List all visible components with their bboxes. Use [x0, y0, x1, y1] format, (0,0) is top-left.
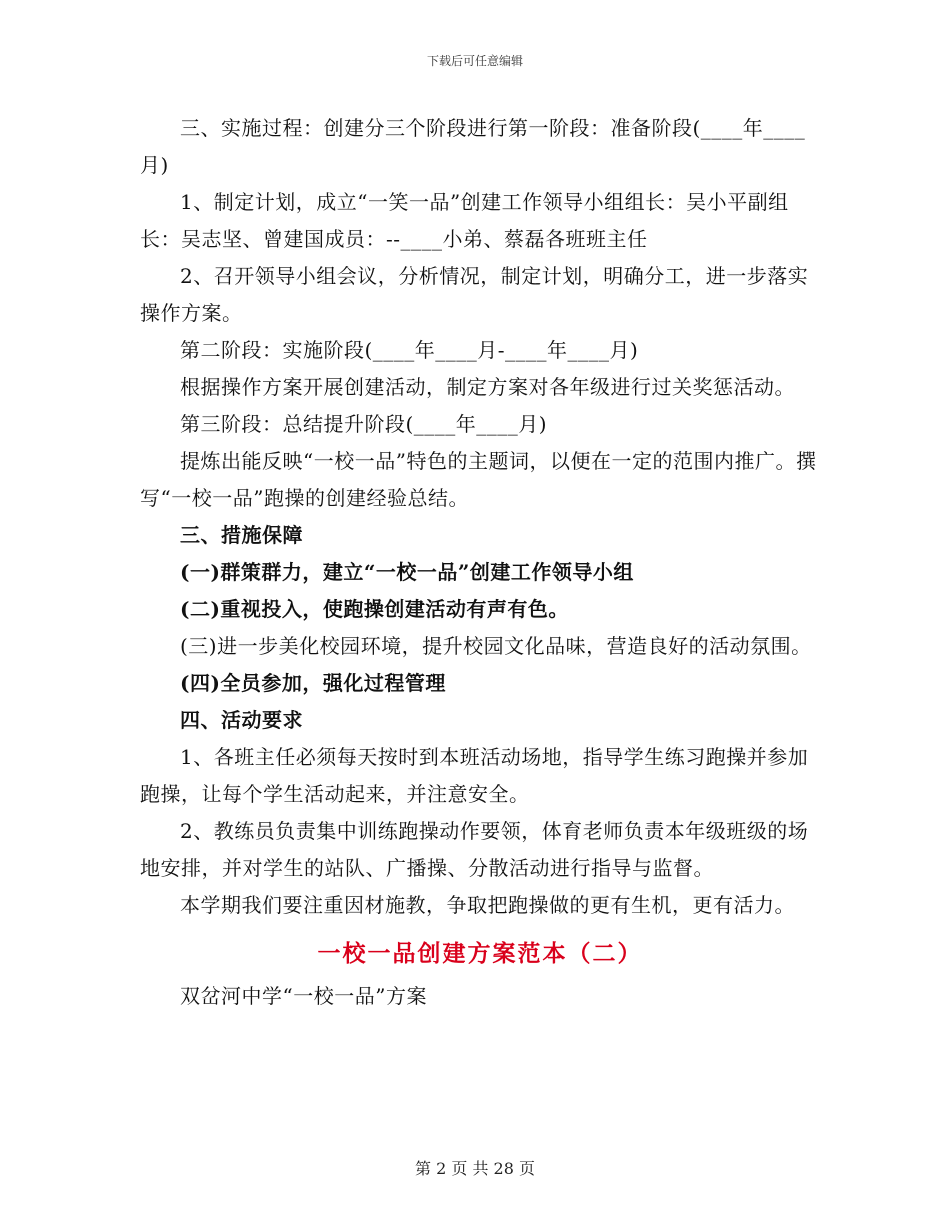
section-heading: 四、活动要求	[180, 708, 303, 732]
paragraph: 根据操作方案开展创建活动，制定方案对各年级进行过关奖惩活动。	[180, 375, 795, 399]
subsection-heading: (二)重视投入，使跑操创建活动有声有色。	[180, 597, 569, 621]
paragraph: 1、各班主任必须每天按时到本班活动场地，指导学生练习跑操并参加跑操，让每个学生活动起来，并注意安全。	[140, 745, 809, 806]
paragraph: 第三阶段：总结提升阶段(____年____月)	[180, 412, 548, 436]
document-section-title: 一校一品创建方案范本（二）	[317, 940, 643, 967]
paragraph: 2、召开领导小组会议，分析情况，制定计划，明确分工，进一步落实操作方案。	[140, 264, 809, 325]
page-footer: 第 2 页 共 28 页	[415, 1159, 535, 1178]
paragraph: 2、教练员负责集中训练跑操动作要领，体育老师负责本年级班级的场地安排，并对学生的站队、广播操、分散活动进行指导与监督。	[140, 819, 809, 880]
paragraph: (三)进一步美化校园环境，提升校园文化品味，营造良好的活动氛围。	[180, 634, 812, 658]
paragraph: 1、制定计划，成立“一笑一品”创建工作领导小组组长：吴小平副组长：吴志坚、曾建国成员：--____小弟、蔡磊各班班主任	[140, 190, 789, 251]
section-heading: 三、措施保障	[180, 523, 303, 547]
paragraph: 提炼出能反映“一校一品”特色的主题词，以便在一定的范围内推广。撰写“一校一品”跑操的创建经验总结。	[140, 449, 817, 510]
paragraph: 三、实施过程：创建分三个阶段进行第一阶段：准备阶段(____年____月)	[140, 116, 806, 177]
page-header: 下载后可任意编辑	[426, 54, 523, 68]
subsection-heading: (一)群策群力，建立“一校一品”创建工作领导小组	[180, 560, 634, 584]
document-body	[140, 110, 820, 1015]
subsection-heading: (四)全员参加，强化过程管理	[180, 671, 446, 695]
paragraph: 本学期我们要注重因材施教，争取把跑操做的更有生机，更有活力。	[180, 893, 795, 917]
paragraph: 第二阶段：实施阶段(____年____月-____年____月)	[180, 338, 639, 362]
paragraph: 双岔河中学“一校一品”方案	[180, 984, 427, 1008]
